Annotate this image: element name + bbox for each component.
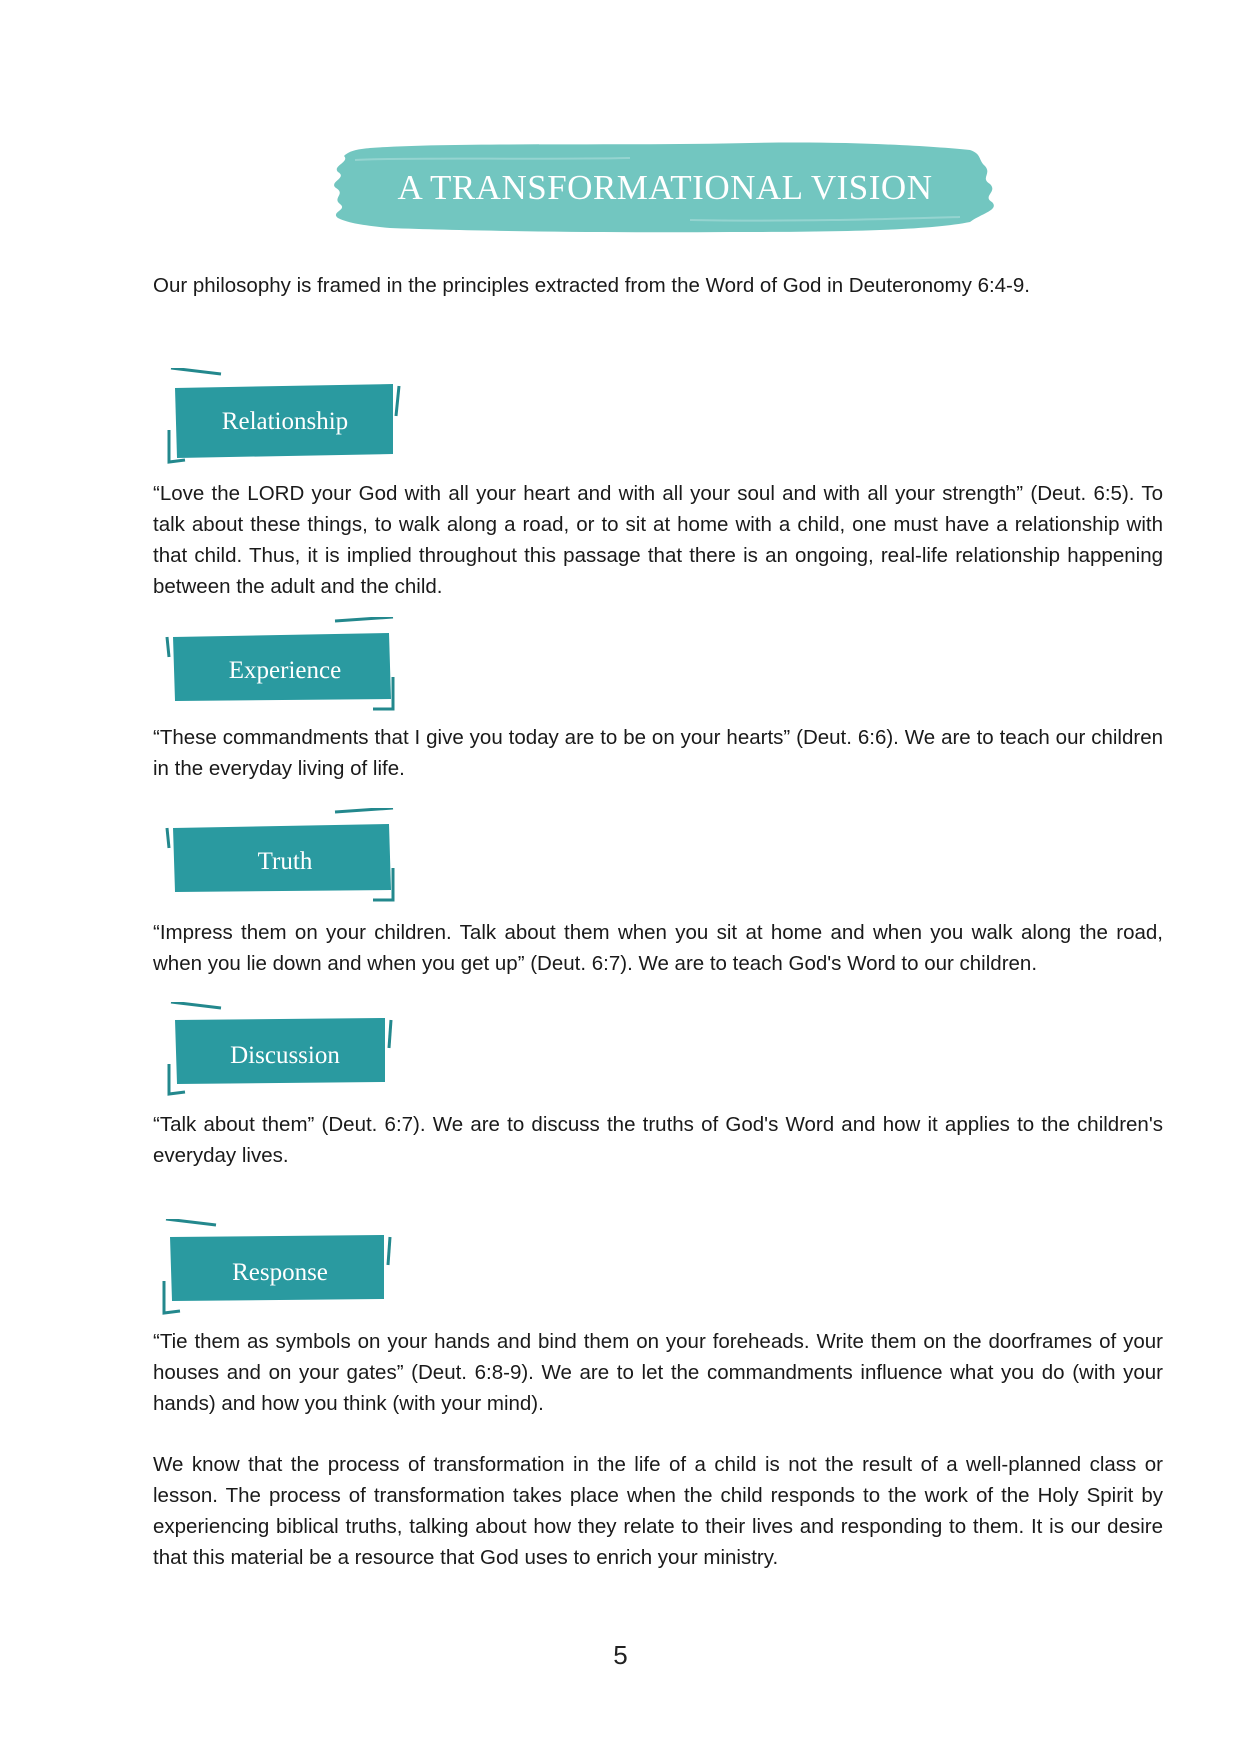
title-banner xyxy=(330,140,1000,236)
section-text-relationship: “Love the LORD your God with all your heart and with all your soul and with all your strength” (Deut. 6:5). To talk about these things, to walk along a road, or to sit at home with a child, one must have a relationship with that child. Thus, it is implied throughout this passage that there is an ongoing, real-life relationship happening between the adult and the child. xyxy=(153,482,1163,598)
section-tag-experience xyxy=(163,617,403,717)
section-label: Response xyxy=(232,1259,328,1286)
section-label: Discussion xyxy=(230,1042,340,1069)
section-tag-response xyxy=(158,1219,398,1319)
closing-paragraph: We know that the process of transformation in the life of a child is not the result of a well-planned class or lesson. The process of transformation takes place when the child responds to the work of the Holy Spirit by experiencing biblical truths, talking about how they relate to their lives and responding to them. It is our desire that this material be a resource that God uses to enrich your ministry. xyxy=(153,1453,1163,1569)
section-label: Experience xyxy=(228,657,342,684)
page-title: A TRANSFORMATIONAL VISION xyxy=(397,168,933,207)
page-number: 5 xyxy=(613,1640,628,1670)
section-label: Truth xyxy=(257,848,313,875)
section-tag-truth xyxy=(163,808,403,908)
section-text-truth: “Impress them on your children. Talk about them when you sit at home and when you walk along the road, when you lie down and when you get up” (Deut. 6:7). We are to teach God's Word to our children. xyxy=(153,921,1163,975)
section-text-discussion: “Talk about them” (Deut. 6:7). We are to discuss the truths of God's Word and how it applies to the children's everyday lives. xyxy=(153,1113,1163,1167)
section-text-response: “Tie them as symbols on your hands and bind them on your foreheads. Write them on the doorframes of your houses and on your gates” (Deut. 6:8-9). We are to let the commandments influence what you do (with your hands) and how you think (with your mind). xyxy=(153,1330,1163,1415)
intro-paragraph: Our philosophy is framed in the principles extracted from the Word of God in Deuteronomy 6:4-9. xyxy=(153,274,1030,297)
section-label: Relationship xyxy=(221,408,349,435)
section-tag-relationship xyxy=(163,368,403,468)
section-tag-discussion xyxy=(163,1002,403,1102)
section-text-experience: “These commandments that I give you today are to be on your hearts” (Deut. 6:6). We are to teach our children in the everyday living of life. xyxy=(153,726,1163,780)
